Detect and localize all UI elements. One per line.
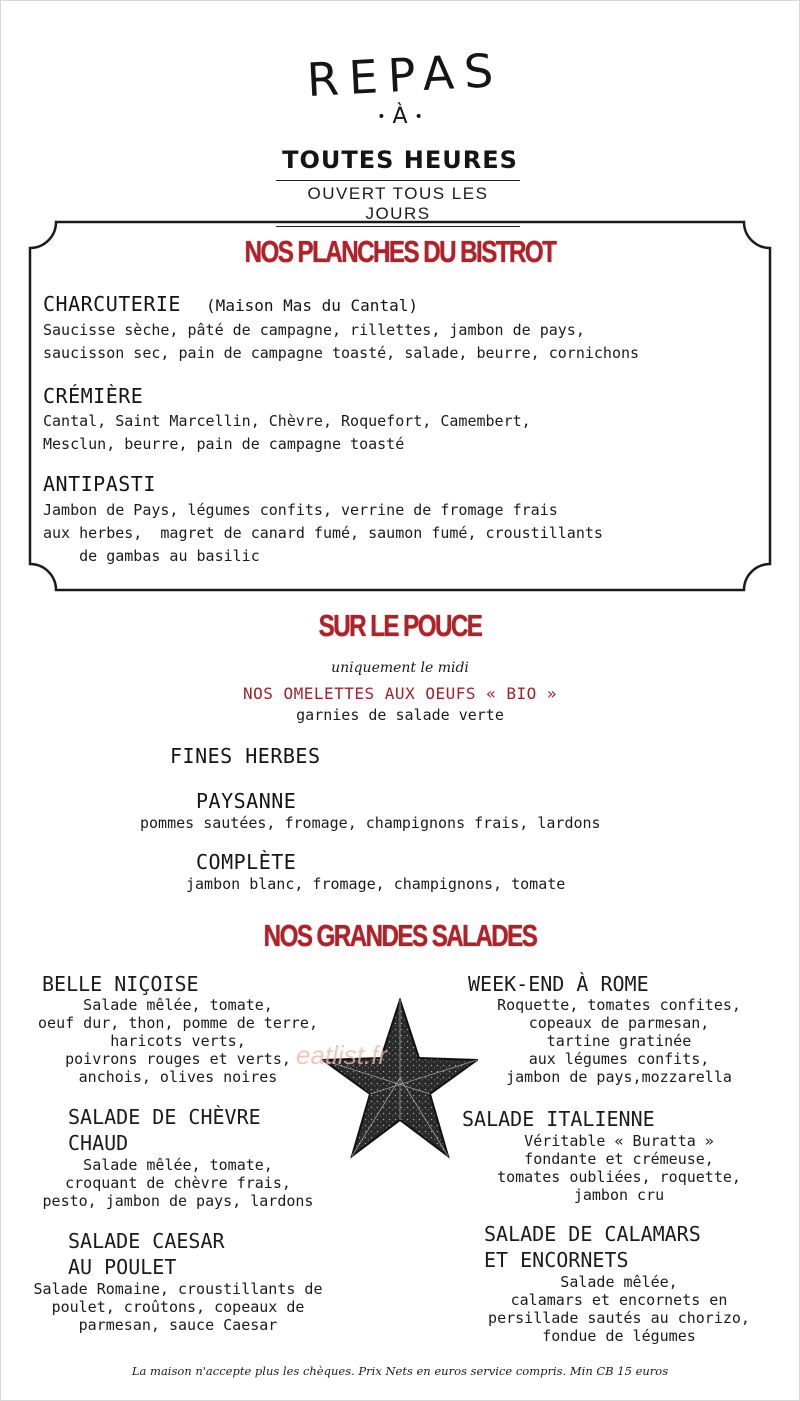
planches-title: NOS PLANCHES DU BISTROT: [244, 234, 556, 269]
salad-calamars-name: SALADE DE CALAMARS ET ENCORNETS: [484, 1222, 701, 1272]
salad-belle-nicoise-name: BELLE NIÇOISE: [42, 972, 199, 996]
item-cremiere-desc: Cantal, Saint Marcellin, Chèvre, Roquefort, Camembert, Mesclun, beurre, pain de campagne toasté: [43, 412, 531, 453]
header-title-a: • À •: [377, 104, 423, 129]
item-cremiere-name: CRÉMIÈRE: [43, 384, 144, 408]
distressed-star-icon: [322, 998, 478, 1160]
salad-belle-nicoise-desc: Salade mêlée, tomate, oeuf dur, thon, pomme de terre, haricots verts, poivrons rouges et verts, anchois, olives noires: [38, 996, 318, 1086]
omelette-complete-desc: jambon blanc, fromage, champignons, tomate: [186, 875, 566, 893]
header-subtitle: TOUTES HEURES: [282, 146, 518, 174]
item-antipasti-desc: Jambon de Pays, légumes confits, verrine de fromage frais aux herbes, magret de canard fumé, saumon fumé, croustillants de gambas au basilic: [43, 501, 603, 565]
omelette-paysanne-name: PAYSANNE: [196, 789, 297, 813]
item-charcuterie-desc: Saucisse sèche, pâté de campagne, rillettes, jambon de pays, saucisson sec, pain de campagne toasté, salade, beurre, cornichons: [43, 321, 640, 362]
salad-caesar-name: SALADE CAESAR AU POULET: [68, 1229, 225, 1279]
header-title: REPAS: [305, 42, 505, 108]
salad-chevre-desc: Salade mêlée, tomate, croquant de chèvre frais, pesto, jambon de pays, lardons: [42, 1156, 314, 1210]
pouce-garnish: garnies de salade verte: [296, 706, 504, 724]
salad-rome-desc: Roquette, tomates confites, copeaux de parmesan, tartine gratinée aux légumes confits, jambon de pays,mozzarella: [497, 996, 741, 1086]
salad-chevre-name: SALADE DE CHÈVRE CHAUD: [68, 1105, 261, 1155]
salad-italienne-name: SALADE ITALIENNE: [462, 1107, 655, 1131]
salad-rome-name: WEEK-END À ROME: [468, 972, 649, 996]
item-charcuterie-name: CHARCUTERIE (Maison Mas du Cantal): [43, 292, 418, 316]
footer-note: La maison n'accepte plus les chèques. Prix Nets en euros service compris. Min CB 15 euros: [131, 1364, 669, 1378]
salad-italienne-desc: Véritable « Buratta » fondante et crémeuse, tomates oubliées, roquette, jambon cru: [497, 1132, 741, 1204]
omelette-fines-herbes: FINES HERBES: [170, 744, 321, 768]
pouce-title: SUR LE POUCE: [318, 608, 482, 643]
salad-caesar-desc: Salade Romaine, croustillants de poulet, croûtons, copeaux de parmesan, sauce Caesar: [33, 1280, 323, 1334]
omelette-paysanne-desc: pommes sautées, fromage, champignons frais, lardons: [140, 814, 601, 832]
salad-calamars-desc: Salade mêlée, calamars et encornets en persillade sautés au chorizo, fondue de légumes: [488, 1273, 750, 1345]
header-tagline: OUVERT TOUS LES JOURS: [276, 180, 520, 227]
pouce-omelettes: NOS OMELETTES AUX OEUFS « BIO »: [242, 684, 558, 703]
watermark-text: eatlist.fr: [296, 1040, 388, 1070]
omelette-complete-name: COMPLÈTE: [196, 850, 297, 874]
item-antipasti-name: ANTIPASTI: [43, 472, 156, 496]
salades-title: NOS GRANDES SALADES: [263, 918, 537, 953]
pouce-note: uniquement le midi: [331, 660, 469, 676]
